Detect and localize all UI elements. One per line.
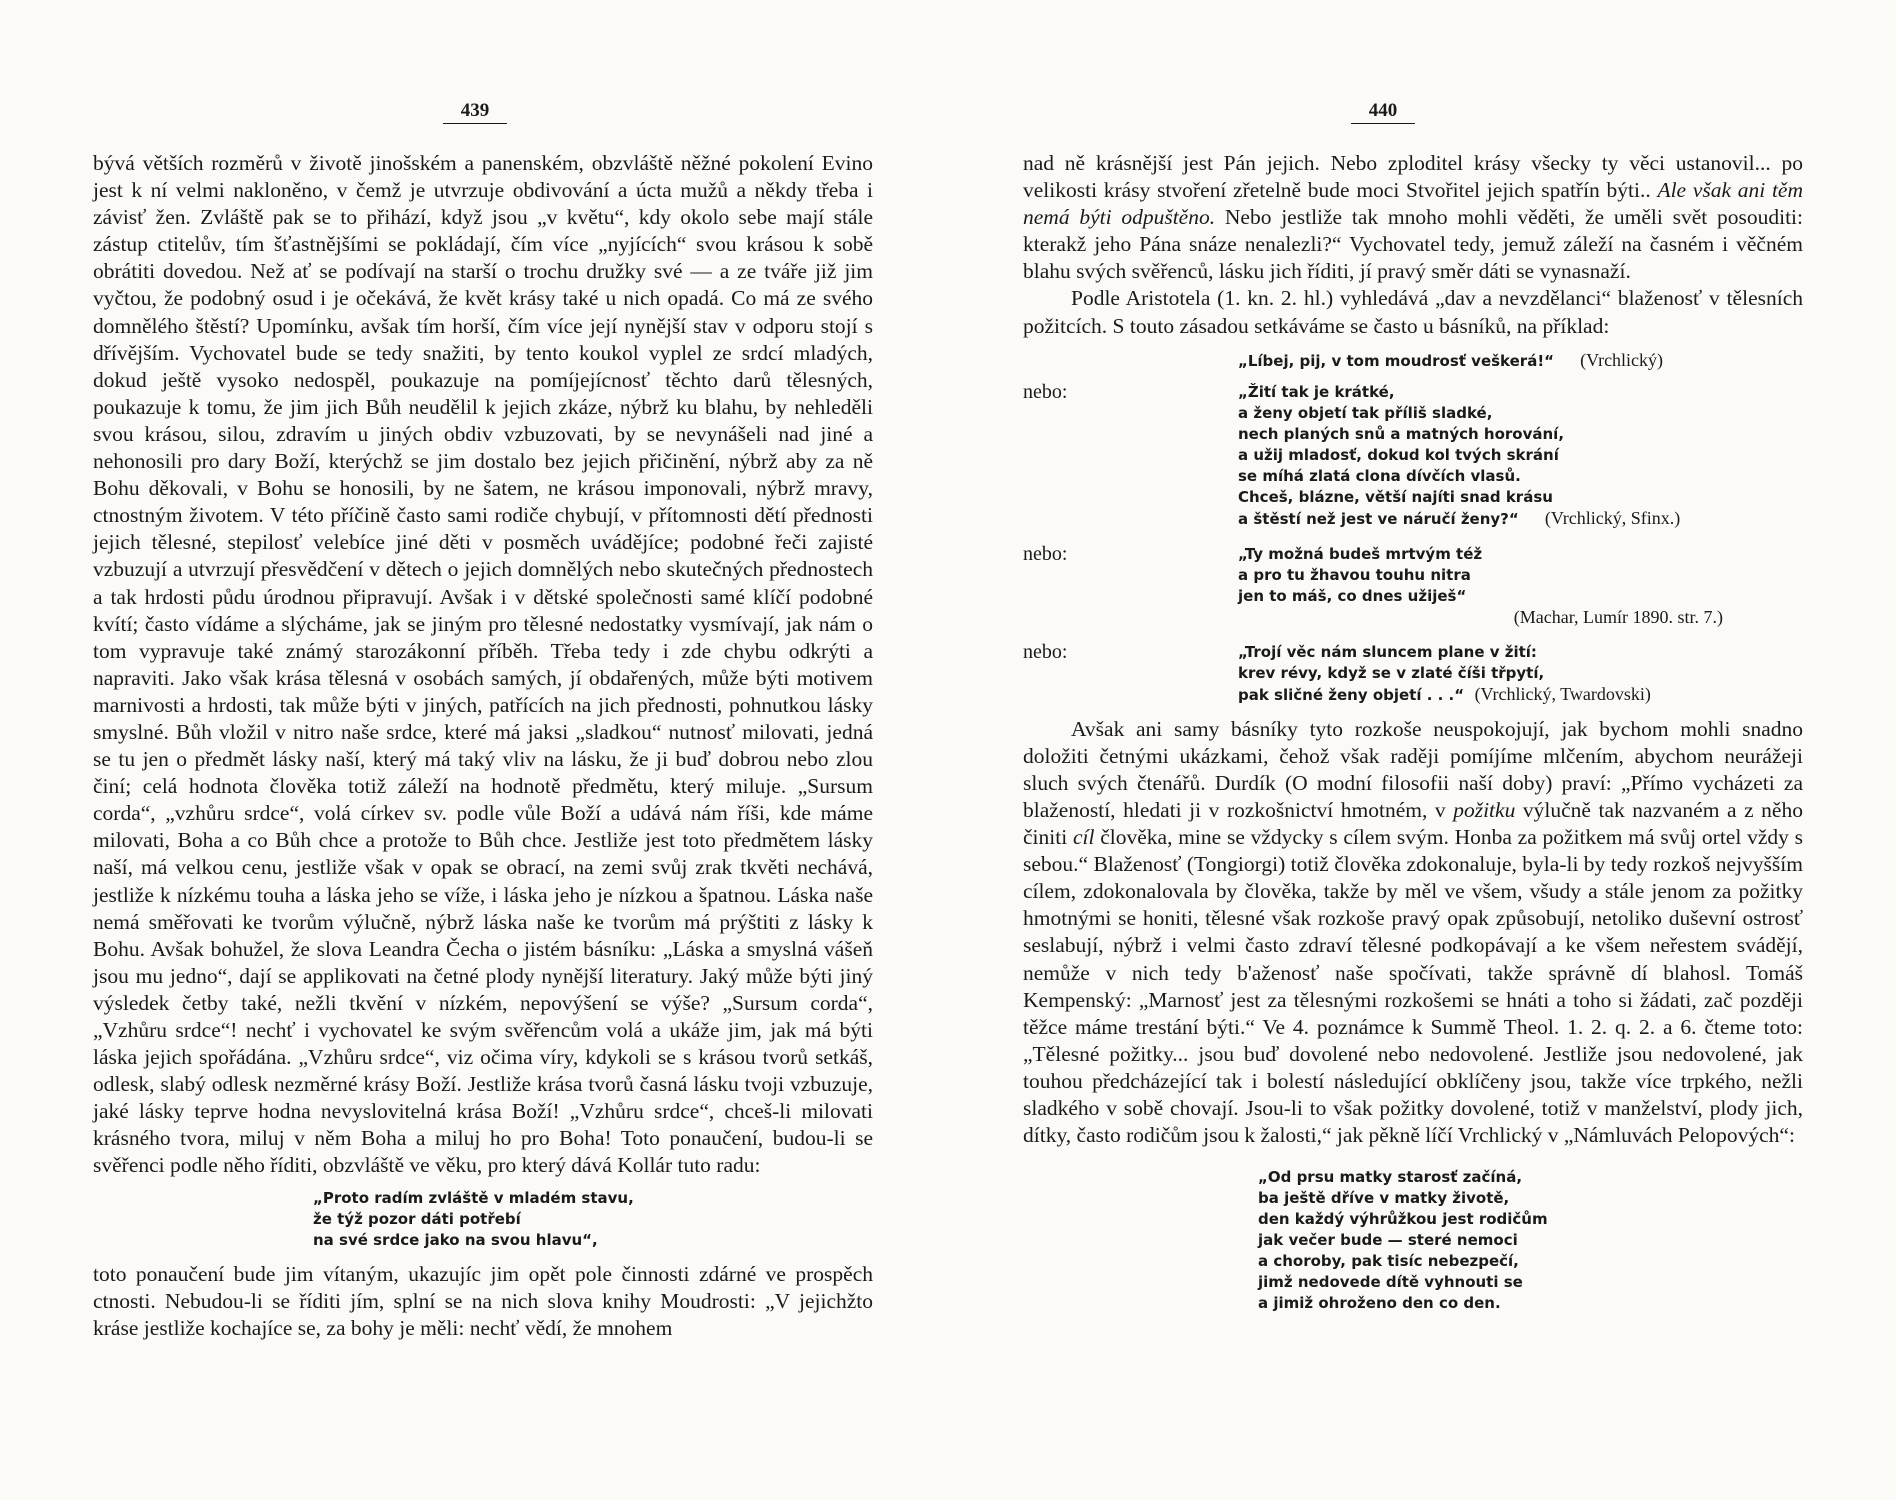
poem-line: a choroby, pak tisíc nebezpečí, [1258, 1252, 1519, 1271]
poem-line: na své srdce jako na svou hlavu“, [313, 1230, 598, 1249]
right-paragraph-3: Avšak ani samy básníky tyto rozkoše neuspokojují, jak bychom mohli snadno doložiti četnými ukázkami, čehož však raději pomíjíme mlčením, abychom neurážeji sluch svých čtenářů. Durdík (O modní filosofii naší doby) praví: „Přímo vycházeti za blažeností, hledati ji v rozkošnictví hmotném, v požitku výlučně tak nazvaném a z něho činiti cíl člověka, mine se vždycky s cílem svým. Honba za požitkem má svůj ortel vždy s sebou.“ Blaženosť (Tongiorgi) totiž člověka zdokonaluje, byla-li by tedy rozkoš nejvyšším cílem, zdokonalovala by člověka, takže by měl ve všem, všudy a stále jenom za požitky hmotnými se honiti, tělesné však rozkoše pravý opak způsobují, netoliko duševní ostrosť seslabují, nýbrž i velmi často zdraví tělesné podkopávají a ke všem neřestem svádějí, nemůže v nich tedy b'aženosť naše spočívati, takže správně dí blahosl. Tomáš Kempenský: „Marnosť jest za tělesnými rozkošemi se hnáti a toho si žádati, zač později těžce máme trestání býti.“ Ve 4. poznámce k Summě Theol. 1. 2. q. 2. a 6. čteme toto: „Tělesné požitky... jsou buď dovolené nebo nedovolené. Jestliže jsou nedovolené, jak touhou předcházející tak i bolestí následující obklíčeny jsou, takže více trpkého, nežli sladkého v sobě chovají. Jsou-li to však požitky dovolené, totiž v manželství, plody jich, dítky, často rodičům jsou k žalosti,“ jak pěkně líčí Vrchlický v „Námluvách Pelopových“: [1023, 716, 1804, 1148]
quote-line: pak sličné ženy objetí . . .“ (Vrchlický, Twardovski) [1238, 683, 1651, 704]
nebo-label: nebo: [1023, 542, 1068, 565]
nebo-label: nebo: [1023, 380, 1068, 403]
left-text-column [93, 150, 873, 1342]
right-text-column [1023, 150, 1803, 1314]
left-paragraph-1: bývá větších rozměrů v životě jinošském a panenském, obzvláště něžné pokolení Evino jest k ní velmi nakloněno, v čemž je utvrzuje obdivování a úcta mužů a někdy třeba i závisť žen. Zvláště pak se to přihází, když jsou „v květu“, kdy okolo sebe mají stále zástup ctitelův, tím šťastnějšími se pokládají, čím více „nyjících“ svou krásou k sobě obrátiti dovedou. Než ať se podívají na starší o trochu družky své — a ze tváře již jim vyčtou, že podobný osud i je očekává, že květ krásy také u nich opadá. Co má ze svého domnělého štěstí? Upomínku, avšak tím horší, čím více její nynější stav v odporu stojí s dřívějším. Vychovatel bude se tedy snažiti, by tento koukol vyplel ze srdcí mladých, dokud ještě vysoko nedospěl, poukazuje na pomíjejícnosť těchto darů tělesných, poukazuje k tomu, že jim jich Bůh neudělil k jejich zkáze, nýbrž ku blahu, by nehleděli svou krásou, silou, zdravím u jiných obdiv vzbuzovati, by se nevynášeli nad jiné a nehonosili pro dary Boží, kterýchž se jim dostalo bez jejich přičinění, nýbrž aby za ně Bohu děkovali, v Bohu se honosili, by ne šatem, ne krásou imponovali, nýbrž mravy, ctnostným životem. V této příčině často sami rodiče chybují, v přítomnosti dětí přednosti jejich tělesné, stepilosť velebíce jiné děti v posměch uvádějíce; podobné řeči zajisté vzbuzují a utvrzují přesvědčení v dětech o jejich domnělých nebo skutečných přednostech a tak hrdosti půdu úrodnou připravují. Avšak i v dětské společnosti samé klíčí podobné kvítí; často vídáme a slýcháme, jak se jiným pro tělesné nedostatky vysmívají, jak nám o tom vypravuje také známý starozákonní příběh. Třeba tedy i zde chybu odkrýti a napraviti. Jako však krása tělesná v osobách samých, jí obdařených, může býti motivem marnivosti a hrdosti, tak může býti v jiných, patřících na jich přednosti, pohnutkou lásky smyslné. Bůh vložil v nitro naše srdce, které má jaksi „sladkou“ nutnosť milovati, jedná se tu jen o předmět lásky naší, který má taký vliv na lásku, že ji buď dobrou nebo zlou činí; celá hodnota člověka totiž záleží na hodnotě předmětu, který miluje. „Sursum corda“, „vzhůru srdce“, volá církev sv. podle vůle Boží a udává nám říši, kde máme milovati, Boha a co Bůh chce a protože to Bůh chce. Jestliže jest toto předmětem lásky naší, má velkou cenu, jestliže však v opak se obrací, na zemi svůj zrak tkvěti nechává, jestliže k nízkému touha a láska jeho se víže, i láska jeho je nízkou a špatnou. Láska naše nemá směřovati ke tvorům výlučně, nýbrž láska naše ke tvorům má prýštiti z lásky k Bohu. Avšak bohužel, že slova Leandra Čecha o jistém básníku: „Láska a smyslná vášeň jsou mu jedno“, dají se applikovati na četné plody nynější literatury. Jaký může býti jiný výsledek četby také, nežli tkvění v nízkém, nepovýšení se výše? „Sursum corda“, „Vzhůru srdce“! nechť i vychovatel ke svým svěřencům volá a ukáže jim, jak má býti láska jejich spořádána. „Vzhůru srdce“, viz očima víry, kdykoli se s krásou tvorů setkáš, odlesk, slabý odlesk nezměrné krásy Boží. Jestliže krása tvorů časná lásku tvoji vzbuzuje, jaké lásky teprve hodna nevyslovitelná krása Boží! „Vzhůru srdce“, chceš-li milovati krásného tvora, miluj v něm Boha a miluj ho pro Boha! Toto ponaučení, budou-li se svěřenci podle něho říditi, obzvláště ve věku, pro který dává Kollár tuto radu: [93, 151, 873, 1178]
quote-line: a pro tu žhavou touhu nitra [1238, 565, 1471, 584]
quote-line: a štěstí než jest ve náručí ženy?“ (Vrchlický, Sfinx.) [1238, 507, 1681, 528]
quote-4 [1023, 642, 1803, 706]
quote-line: krev révy, když se v zlaté číši třpytí, [1238, 663, 1545, 682]
quote-line: „Líbej, pij, v tom moudrosť veškerá!“ (Vrchlický) [1238, 349, 1664, 370]
kollar-poem [313, 1188, 873, 1251]
quote-line: jen to máš, co dnes užiješ“ [1238, 586, 1467, 605]
poem-line: jak večer bude — steré nemoci [1258, 1231, 1518, 1250]
quote-line: a ženy objetí tak příliš sladké, [1238, 403, 1493, 422]
poem-line: ba ještě dříve v matky životě, [1258, 1189, 1510, 1208]
quote-1 [1023, 350, 1803, 372]
italic-quote: Ale však ani těm nemá býti odpuštěno. [1023, 178, 1803, 230]
quote-line: „Žití tak je krátké, [1238, 382, 1395, 401]
attribution: (Vrchlický) [1580, 349, 1664, 370]
attribution: (Vrchlický, Sfinx.) [1544, 507, 1681, 528]
poem-line: jimž nedovede dítě vyhnouti se [1258, 1273, 1523, 1292]
quote-line: Chceš, blázne, větší najíti snad krásu [1238, 487, 1553, 506]
attribution: (Vrchlický, Twardovski) [1474, 683, 1651, 704]
nebo-label: nebo: [1023, 640, 1068, 663]
namluvy-poem [1258, 1167, 1803, 1314]
quote-line: nech planých snů a matných horování, [1238, 424, 1565, 443]
page-number-439: 439 [420, 100, 530, 124]
quote-2 [1023, 382, 1803, 530]
poem-line: a jimiž ohroženo den co den. [1258, 1294, 1501, 1313]
quote-line: „Trojí věc nám sluncem plane v žití: [1238, 642, 1537, 661]
page-number-440: 440 [1328, 100, 1438, 124]
attribution: (Machar, Lumír 1890. str. 7.) [1513, 606, 1723, 627]
right-paragraph-1: nad ně krásnější jest Pán jejich. Nebo zploditel krásy všecky ty věci ustanovil... po velikosti krásy stvoření zřetelně bude moci Stvořitel jejich spatřín býti.. Ale však ani těm nemá býti odpuštěno. Nebo jestliže tak mnoho mohli věděti, že uměli svět posouditi: kterakž jeho Pána snáze nenalezli?“ Vychovatel tedy, jemuž záleží na časném i věčném blahu svých svěřenců, lásku jich říditi, jí pravý směr dáti se vynasnaží. [1023, 151, 1803, 284]
poem-line: den každý výhrůžkou jest rodičům [1258, 1210, 1548, 1229]
left-paragraph-2: toto ponaučení bude jim vítaným, ukazujíc jim opět pole činnosti zdárné ve prospěch ctnosti. Nebudou-li se říditi jím, splní se na nich slova knihy Moudrosti: „V jejichžto kráse jestliže kochajíce se, za bohy je měli: nechť vědí, že mnohem [93, 1261, 873, 1340]
poem-line: že týž pozor dáti potřebí [313, 1209, 521, 1228]
right-paragraph-2: Podle Aristotela (1. kn. 2. hl.) vyhledává „dav a nevzdělanci“ blaženosť v tělesních požitcích. S touto zásadou setkáváme se často u básníků, na příklad: [1023, 286, 1803, 338]
quote-line: se míhá zlatá clona dívčích vlasů. [1238, 466, 1521, 485]
quote-3 [1023, 544, 1803, 628]
quote-line: a užij mladosť, dokud kol tvých skrání [1238, 445, 1559, 464]
quote-line: „Ty možná budeš mrtvým též [1238, 544, 1483, 563]
poem-line: „Od prsu matky starosť začíná, [1258, 1168, 1523, 1187]
poem-line: „Proto radím zvláště v mladém stavu, [313, 1188, 634, 1207]
